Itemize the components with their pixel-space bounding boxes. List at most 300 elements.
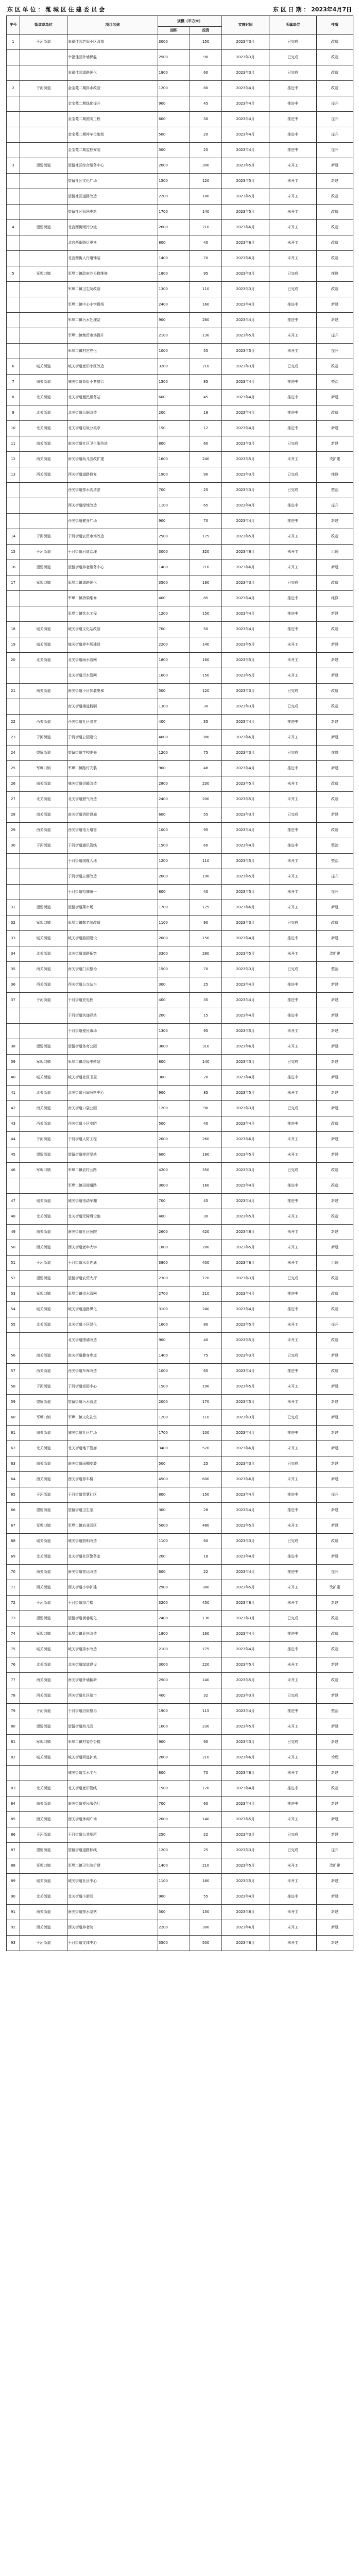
cell-owner: 推进中 [269, 1487, 317, 1503]
cell-investment: 150 [190, 1905, 222, 1920]
table-row [7, 1549, 353, 1565]
cell-investment: 150 [190, 931, 222, 946]
cell-time: 2023年3月 [222, 1163, 269, 1178]
cell-time: 2023年4月 [222, 1008, 269, 1024]
table-row [7, 158, 353, 174]
cell-index: 35 [7, 962, 20, 977]
table-row [7, 1240, 353, 1256]
cell-area: 500 [158, 684, 190, 699]
cell-investment: 95 [190, 1024, 222, 1039]
table-row [7, 282, 353, 297]
cell-index: 64 [7, 1472, 20, 1487]
cell-project: 于河街道河道治理 [67, 545, 158, 560]
cell-unit: 于河街道 [20, 1704, 67, 1719]
cell-project: 北关街道绿道建设 [67, 1657, 158, 1673]
cell-investment: 45 [190, 1194, 222, 1209]
cell-index [7, 668, 20, 684]
cell-unit [20, 668, 67, 684]
cell-owner: 已完成 [269, 1271, 317, 1286]
cell-type: 改造 [317, 776, 353, 792]
cell-time: 2023年6月 [222, 1132, 269, 1147]
cell-project: 望留街道菜市场 [67, 900, 158, 916]
cell-time: 2023年4月 [222, 1889, 269, 1905]
cell-investment: 280 [190, 946, 222, 962]
cell-investment: 600 [190, 1472, 222, 1487]
project-table [6, 15, 353, 1951]
cell-area: 1000 [158, 1364, 190, 1379]
cell-index: 19 [7, 637, 20, 653]
cell-type: 新建 [317, 1812, 353, 1827]
cell-time: 2023年4月 [222, 993, 269, 1008]
cell-type: 新建 [317, 1719, 353, 1735]
cell-type: 新建 [317, 1426, 353, 1441]
cell-unit: 北关街道 [20, 792, 67, 807]
cell-area: 900 [158, 1333, 190, 1348]
cell-project: 城关街道照明改造 [67, 1534, 158, 1549]
cell-area: 2500 [158, 50, 190, 65]
cell-index: 12 [7, 452, 20, 467]
cell-unit: 城关街道 [20, 375, 67, 390]
cell-index: 9 [7, 405, 20, 421]
cell-owner: 已完成 [269, 1534, 317, 1549]
cell-time: 2023年5月 [222, 1147, 269, 1163]
cell-index: 78 [7, 1688, 20, 1704]
header-right: 东 区 日 期 ： 2023年4月7日 [272, 6, 352, 13]
table-row [7, 235, 353, 251]
cell-time: 2023年5月 [222, 189, 269, 205]
table-row [7, 1611, 353, 1626]
cell-owner: 未开工 [269, 1750, 317, 1766]
cell-investment: 160 [190, 653, 222, 668]
cell-type: 新建 [317, 1441, 353, 1456]
cell-area: 2400 [158, 1611, 190, 1626]
cell-unit: 城关街道 [20, 1194, 67, 1209]
cell-area: 2600 [158, 1225, 190, 1240]
cell-type: 改造 [317, 50, 353, 65]
cell-unit: 军埠口镇 [20, 266, 67, 282]
cell-time: 2023年3月 [222, 1101, 269, 1116]
cell-owner: 已完成 [269, 1688, 317, 1704]
document-header [6, 3, 353, 14]
cell-owner: 未开工 [269, 1256, 317, 1271]
table-row [7, 1302, 353, 1317]
cell-area: 2000 [158, 1132, 190, 1147]
cell-unit: 西关街道 [20, 823, 67, 838]
cell-owner: 推进中 [269, 1503, 317, 1518]
cell-investment: 210 [190, 1750, 222, 1766]
cell-type: 改扩建 [317, 1580, 353, 1596]
cell-time: 2023年4月 [222, 715, 269, 730]
cell-project: 北宫西街路灯更换 [67, 235, 158, 251]
cell-time: 2023年6月 [222, 545, 269, 560]
cell-unit: 北关街道 [20, 1209, 67, 1225]
table-row [7, 1472, 353, 1487]
table-row [7, 359, 353, 375]
cell-investment: 320 [190, 545, 222, 560]
cell-type: 新建 [317, 1240, 353, 1256]
cell-investment: 125 [190, 900, 222, 916]
cell-index: 44 [7, 1132, 20, 1147]
cell-area: 4500 [158, 1472, 190, 1487]
table-row [7, 1225, 353, 1240]
cell-type: 改造 [317, 1116, 353, 1132]
cell-index: 67 [7, 1518, 20, 1534]
cell-project: 北关街道围墙改造 [67, 1333, 158, 1348]
cell-unit: 军埠口镇 [20, 1055, 67, 1070]
cell-type: 改造 [317, 1333, 353, 1348]
cell-index [7, 1766, 20, 1781]
cell-area: 1300 [158, 1024, 190, 1039]
cell-investment: 120 [190, 684, 222, 699]
cell-time: 2023年6月 [222, 1920, 269, 1936]
cell-time: 2023年4月 [222, 1549, 269, 1565]
cell-owner: 已完成 [269, 65, 317, 81]
cell-unit: 西关街道 [20, 1688, 67, 1704]
cell-area: 1700 [158, 1426, 190, 1441]
cell-index: 6 [7, 359, 20, 375]
cell-index: 29 [7, 823, 20, 838]
cell-time: 2023年6月 [222, 900, 269, 916]
table-row [7, 35, 353, 50]
cell-type: 新建 [317, 1132, 353, 1147]
cell-unit [20, 514, 67, 529]
cell-owner: 未开工 [269, 1596, 317, 1611]
cell-unit [20, 1766, 67, 1781]
cell-owner: 已完成 [269, 1843, 317, 1858]
cell-owner: 已完成 [269, 916, 317, 931]
cell-owner: 推进中 [269, 715, 317, 730]
cell-type: 改造 [317, 1673, 353, 1688]
cell-index: 3 [7, 158, 20, 174]
table-row [7, 1889, 353, 1905]
cell-type: 改造 [317, 205, 353, 220]
cell-time: 2023年5月 [222, 328, 269, 344]
cell-project: 军埠口镇饮水工程 [67, 606, 158, 622]
cell-type: 治理 [317, 1256, 353, 1271]
cell-time: 2023年5月 [222, 885, 269, 900]
cell-investment: 40 [190, 235, 222, 251]
cell-project: 西关街道养老院 [67, 1920, 158, 1936]
cell-investment: 80 [190, 1317, 222, 1333]
cell-type: 新建 [317, 1936, 353, 1951]
cell-unit: 西关街道 [20, 715, 67, 730]
cell-project: 望留街道养老服务中心 [67, 560, 158, 575]
table-row [7, 1348, 353, 1364]
cell-type: 新建 [317, 1410, 353, 1426]
cell-investment: 22 [190, 1565, 222, 1580]
cell-index: 91 [7, 1905, 20, 1920]
cell-investment: 450 [190, 1596, 222, 1611]
cell-unit: 西关街道 [20, 1580, 67, 1596]
cell-investment: 420 [190, 1225, 222, 1240]
cell-time: 2023年4月 [222, 1704, 269, 1719]
cell-investment: 260 [190, 1132, 222, 1147]
cell-project: 南关街道小区加装电梯 [67, 684, 158, 699]
cell-type: 改造 [317, 699, 353, 715]
cell-index [7, 606, 20, 622]
cell-project: 城关街道道路黑化 [67, 1302, 158, 1317]
cell-owner: 推进中 [269, 1797, 317, 1812]
cell-investment: 40 [190, 1333, 222, 1348]
cell-index [7, 112, 20, 127]
cell-type: 提升 [317, 1843, 353, 1858]
table-row [7, 1286, 353, 1302]
cell-type: 提升 [317, 328, 353, 344]
cell-type: 改扩建 [317, 1858, 353, 1874]
cell-investment: 60 [190, 1534, 222, 1549]
table-row [7, 1132, 353, 1147]
cell-area: 400 [158, 993, 190, 1008]
cell-area: 800 [158, 436, 190, 452]
table-row [7, 962, 353, 977]
cell-time: 2023年3月 [222, 1843, 269, 1858]
cell-type: 改造 [317, 1163, 353, 1178]
cell-owner: 未开工 [269, 1580, 317, 1596]
cell-project: 金宝苑二期绿化提升 [67, 96, 158, 112]
cell-area: 2400 [158, 792, 190, 807]
cell-owner: 未开工 [269, 1317, 317, 1333]
cell-investment: 300 [190, 1920, 222, 1936]
cell-unit: 南关街道 [20, 1673, 67, 1688]
cell-investment: 25 [190, 1456, 222, 1472]
cell-area: 1600 [158, 1317, 190, 1333]
cell-owner: 未开工 [269, 452, 317, 467]
cell-owner: 未开工 [269, 344, 317, 359]
cell-project: 西关街道健身广场 [67, 514, 158, 529]
cell-owner: 未开工 [269, 328, 317, 344]
cell-index: 14 [7, 529, 20, 545]
cell-area: 1200 [158, 1101, 190, 1116]
cell-owner: 推进中 [269, 606, 317, 622]
cell-owner: 未开工 [269, 1147, 317, 1163]
cell-unit: 南关街道 [20, 1797, 67, 1812]
cell-unit [20, 251, 67, 266]
cell-type: 改造 [317, 251, 353, 266]
cell-type: 新建 [317, 653, 353, 668]
cell-owner: 已完成 [269, 575, 317, 591]
cell-area: 2300 [158, 1271, 190, 1286]
cell-owner: 未开工 [269, 946, 317, 962]
cell-time: 2023年3月 [222, 1534, 269, 1549]
cell-investment: 180 [190, 189, 222, 205]
table-row [7, 668, 353, 684]
cell-area: 1600 [158, 668, 190, 684]
cell-type: 维修 [317, 745, 353, 761]
cell-area: 3000 [158, 1657, 190, 1673]
cell-owner: 已完成 [269, 1611, 317, 1626]
cell-time: 2023年5月 [222, 1858, 269, 1874]
cell-project: 于河街道招牌统一 [67, 885, 158, 900]
cell-unit [20, 885, 67, 900]
cell-time: 2023年5月 [222, 1719, 269, 1735]
cell-investment: 30 [190, 112, 222, 127]
cell-time: 2023年4月 [222, 1364, 269, 1379]
cell-investment: 175 [190, 529, 222, 545]
cell-time: 2023年3月 [222, 282, 269, 297]
table-row [7, 1596, 353, 1611]
cell-time: 2023年4月 [222, 838, 269, 854]
cell-type: 改扩建 [317, 452, 353, 467]
table-row [7, 266, 353, 282]
cell-owner: 推进中 [269, 1565, 317, 1580]
cell-index: 39 [7, 1055, 20, 1070]
cell-owner: 推进中 [269, 1194, 317, 1209]
cell-unit: 北关街道 [20, 1317, 67, 1333]
cell-owner: 推进中 [269, 297, 317, 313]
cell-area: 2600 [158, 869, 190, 885]
cell-time: 2023年5月 [222, 1395, 269, 1410]
cell-type: 新建 [317, 1348, 353, 1364]
cell-time: 2023年3月 [222, 916, 269, 931]
cell-type: 改造 [317, 81, 353, 96]
cell-investment: 150 [190, 668, 222, 684]
cell-index [7, 96, 20, 112]
cell-area: 250 [158, 1827, 190, 1843]
cell-owner: 推进中 [269, 1302, 317, 1317]
cell-area: 400 [158, 715, 190, 730]
cell-time: 2023年5月 [222, 1580, 269, 1596]
cell-type: 新建 [317, 1688, 353, 1704]
cell-project: 于河街道公园建设 [67, 730, 158, 745]
cell-type: 新建 [317, 1549, 353, 1565]
cell-type: 新建 [317, 1395, 353, 1410]
cell-project: 于河街道水系连通 [67, 1256, 158, 1271]
table-row [7, 189, 353, 205]
cell-project: 城关街道游园建设 [67, 931, 158, 946]
cell-area: 800 [158, 1055, 190, 1070]
col-header-time: 实施时间 [222, 16, 269, 35]
cell-index: 93 [7, 1936, 20, 1951]
cell-owner: 推进中 [269, 81, 317, 96]
cell-investment: 400 [190, 1256, 222, 1271]
cell-investment: 20 [190, 1070, 222, 1086]
cell-investment: 230 [190, 776, 222, 792]
table-row [7, 1905, 353, 1920]
cell-project: 军埠口镇政府办公楼维修 [67, 266, 158, 282]
cell-index [7, 1008, 20, 1024]
cell-unit: 军埠口镇 [20, 1163, 67, 1178]
cell-type: 改造 [317, 1178, 353, 1194]
cell-investment: 140 [190, 1055, 222, 1070]
table-row [7, 220, 353, 235]
header-left: 东 区 单 位 ： 潍 城 区 住 建 委 员 会 [7, 6, 105, 13]
cell-time: 2023年4月 [222, 81, 269, 96]
cell-time: 2023年6月 [222, 1256, 269, 1271]
cell-area: 300 [158, 977, 190, 993]
cell-time: 2023年4月 [222, 1781, 269, 1797]
cell-unit: 于河街道 [20, 545, 67, 560]
cell-time: 2023年5月 [222, 1333, 269, 1348]
cell-project: 望留街道农贸大厅 [67, 1271, 158, 1286]
cell-unit [20, 297, 67, 313]
cell-project: 军埠口镇路灯安装 [67, 761, 158, 776]
cell-index: 53 [7, 1286, 20, 1302]
cell-time: 2023年5月 [222, 653, 269, 668]
cell-area: 1600 [158, 452, 190, 467]
cell-owner: 推进中 [269, 1781, 317, 1797]
cell-project: 北关街道无障碍设施 [67, 1209, 158, 1225]
cell-project: 于河街道立面改造 [67, 869, 158, 885]
cell-time: 2023年5月 [222, 1086, 269, 1101]
cell-project: 城关街道老旧小区改造 [67, 359, 158, 375]
cell-owner: 已完成 [269, 266, 317, 282]
cell-type: 整治 [317, 962, 353, 977]
cell-owner: 推进中 [269, 1642, 317, 1657]
cell-project: 北关街道小游园 [67, 1889, 158, 1905]
cell-time: 2023年4月 [222, 1302, 269, 1317]
cell-unit: 望留街道 [20, 1843, 67, 1858]
cell-area: 1200 [158, 81, 190, 96]
table-row [7, 1271, 353, 1286]
cell-type: 提升 [317, 96, 353, 112]
table-row [7, 1534, 353, 1549]
cell-owner: 未开工 [269, 653, 317, 668]
cell-project: 军埠口镇村庄亮化 [67, 344, 158, 359]
cell-area: 300 [158, 1503, 190, 1518]
table-row [7, 977, 353, 993]
cell-type: 新建 [317, 1596, 353, 1611]
cell-investment: 60 [190, 838, 222, 854]
cell-type: 改造 [317, 235, 353, 251]
cell-type: 新建 [317, 1735, 353, 1750]
cell-project: 军埠口镇卫生院扩建 [67, 1858, 158, 1874]
cell-unit: 望留街道 [20, 1719, 67, 1735]
cell-area: 800 [158, 235, 190, 251]
cell-unit: 于河街道 [20, 1487, 67, 1503]
table-row [7, 251, 353, 266]
cell-time: 2023年5月 [222, 344, 269, 359]
cell-index: 42 [7, 1101, 20, 1116]
cell-project: 于河街道农贸市场改造 [67, 529, 158, 545]
cell-index: 30 [7, 838, 20, 854]
cell-index [7, 174, 20, 189]
cell-unit [20, 112, 67, 127]
cell-project: 于河街道沿街整治 [67, 1704, 158, 1719]
cell-area: 1300 [158, 699, 190, 715]
cell-project: 西关街道社区超市 [67, 1688, 158, 1704]
cell-index [7, 591, 20, 606]
cell-area: 3200 [158, 359, 190, 375]
cell-unit: 于河街道 [20, 1379, 67, 1395]
cell-index: 86 [7, 1827, 20, 1843]
cell-type: 提升 [317, 1565, 353, 1580]
cell-investment: 18 [190, 405, 222, 421]
table-row [7, 297, 353, 313]
table-row [7, 575, 353, 591]
cell-project: 于河街道通讯管线 [67, 838, 158, 854]
cell-time: 2023年4月 [222, 1487, 269, 1503]
cell-type: 新建 [317, 761, 353, 776]
table-row [7, 1024, 353, 1039]
cell-time: 2023年4月 [222, 823, 269, 838]
cell-type: 提升 [317, 498, 353, 514]
table-row [7, 1194, 353, 1209]
table-row [7, 421, 353, 436]
cell-index: 23 [7, 730, 20, 745]
cell-investment: 140 [190, 637, 222, 653]
cell-type: 改造 [317, 1209, 353, 1225]
cell-unit [20, 854, 67, 869]
cell-owner: 未开工 [269, 1024, 317, 1039]
cell-unit: 西关街道 [20, 467, 67, 483]
cell-unit: 军埠口镇 [20, 575, 67, 591]
cell-project: 北关街道老旧管线 [67, 1781, 158, 1797]
cell-type: 改造 [317, 622, 353, 637]
cell-area: 1200 [158, 606, 190, 622]
cell-unit [20, 1008, 67, 1024]
table-row [7, 1410, 353, 1426]
cell-type: 新建 [317, 174, 353, 189]
